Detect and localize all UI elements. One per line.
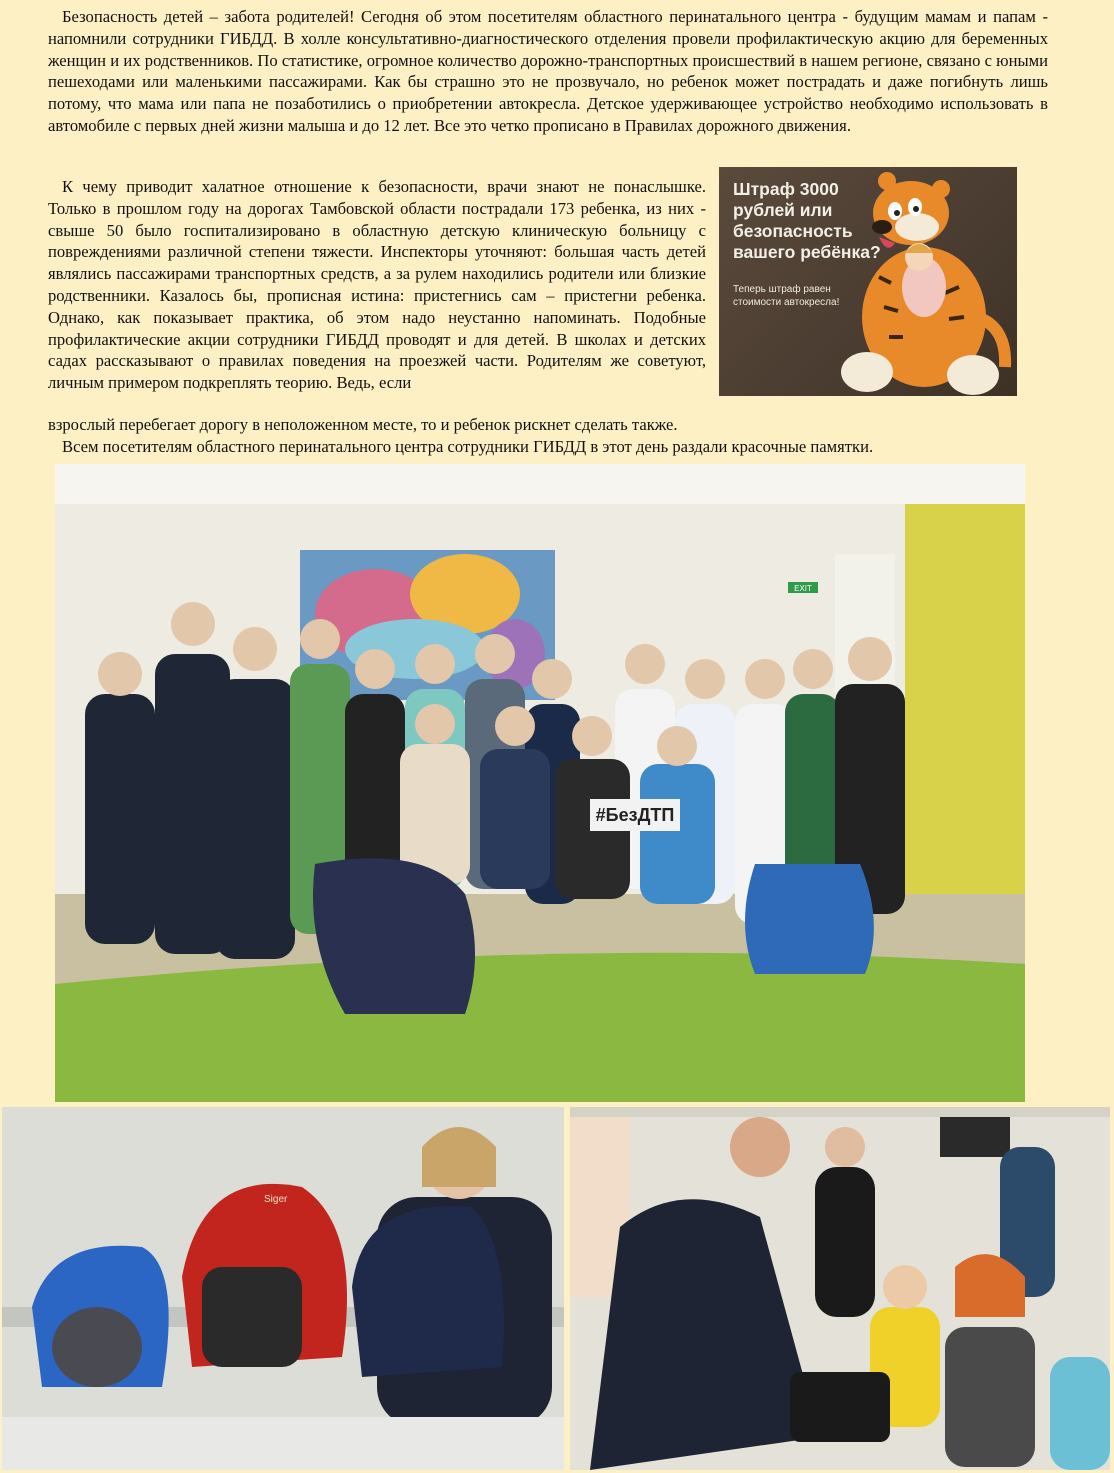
article-paragraph-2: К чему приводит халатное отношение к безопасности, врачи знают не понаслышке. Только в прошлом году на дорогах Тамбовской области пострадали 173 ребенка, из них - свыше 50 было госпитализировано в областную детскую клиническую больницу с повреждениями различной степени тяжести. Инспекторы уточняют: большая часть детей являлись пассажирами транспортных средств, а за рулем находились родители или близкие родственники. Казалось бы, прописная истина: пристегнись сам – пристегни ребенка. Однако, как показывает практика, об этом надо неустанно напоминать. Подобные профилактические акции сотрудники ГИБДД проводят и для детей. В школах и детских садах рассказывают о правилах поведения на проезжей части. Родителям же советуют, личным примером подкреплять теорию. Ведь, если: [48, 177, 706, 393]
ad-headline: Штраф 3000 рублей или безопасность вашего ребёнка?: [733, 179, 881, 262]
exit-sign: EXIT: [794, 584, 812, 593]
child-seat-ad-banner: [719, 167, 1017, 396]
bezdtp-sign: #БезДТП: [595, 805, 675, 825]
seat-brand-label: Siger: [264, 1194, 288, 1205]
article-paragraph-1: Безопасность детей – забота родителей! Сегодня об этом посетителям областного перинатального центра - будущим мамам и папам - напомнили сотрудники ГИБДД. В холле консультативно-диагностического отделения провели профилактическую акцию для беременных женщин и их родственников. По статистике, огромное количество дорожно-транспортных происшествий в нашем регионе, связано с юными пешеходами или маленькими пассажирами. Как бы страшно это не прозвучало, но ребенок может пострадать и даже погибнуть лишь потому, что мама или папа не позаботились о приобретении автокресла. Детское удерживающее устройство необходимо использовать в автомобиле с первых дней жизни малыша и до 12 лет. Все это четко прописано в Правилах дорожного движения.: [48, 7, 1048, 135]
article-paragraph-3: Всем посетителям областного перинатального центра сотрудники ГИБДД в этот день раздали красочные памятки.: [62, 437, 874, 456]
article-paragraph-2-tail: взрослый перебегает дорогу в неположенном месте, то и ребенок рискнет сделать также.: [48, 415, 678, 434]
group-photo: [55, 464, 1025, 1102]
handout-photo: [570, 1107, 1110, 1470]
ad-subtext: Теперь штраф равен стоимости автокресла!: [733, 284, 840, 308]
car-seats-photo: [2, 1107, 564, 1470]
